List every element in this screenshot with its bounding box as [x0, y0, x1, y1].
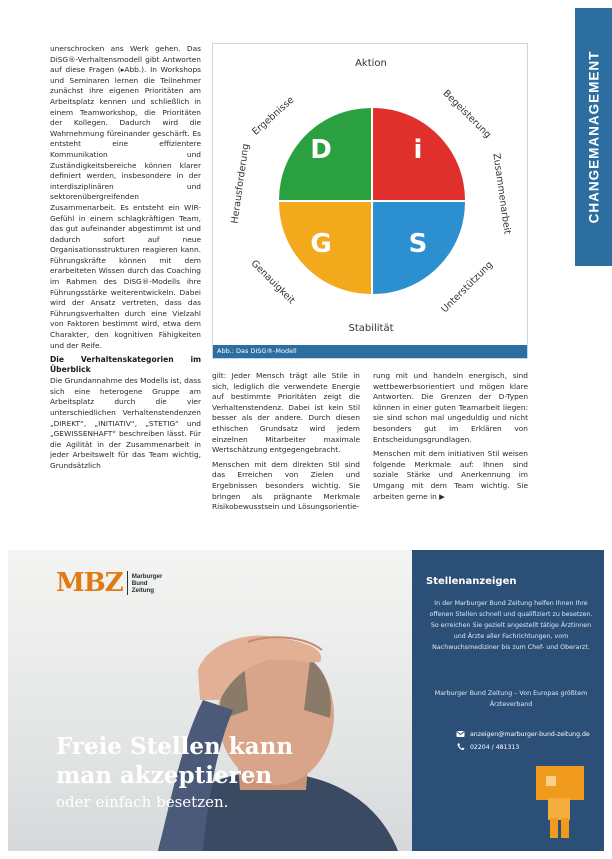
article-column-3: [373, 371, 528, 536]
phone-number[interactable]: 02204 / 481313: [470, 743, 520, 751]
article-column-2: [212, 371, 360, 536]
label-genauigkeit: Genauigkeit: [248, 258, 297, 307]
logo-wordmark: [132, 573, 163, 594]
label-begeisterung: Begeisterung: [440, 87, 494, 141]
logo-divider: [127, 571, 128, 595]
article-paragraph: unerschrocken ans Werk gehen. Das DiSG®-Verhaltensmodell gibt Antworten auf diese Fragen (▸Abb.). In Workshops und Seminaren lernen die Teilnehmer zunächst ihre eigenen Prioritäten am Arbeitsplatz kennen und schließlich in einem Teamworkshop, die Prioritäten der Kollegen. Dadurch wird die Wahrnehmung füreinander geschärft. Es entsteht eine effizientere Kommunikation und Zuständigkeitsbereiche können klarer definiert werden, insbesondere in der interdisziplinären und sektorenübergreifenden Zusammenarbeit. Es entsteht ein WIR-Gefühl in einem schlagkräftigen Team, das gut aufeinander abgestimmt ist und dadurch sofort auf neue Organisationsstrukturen reagieren kann. Führungskräfte können mit dem erarbeiteten Wissen durch das Coaching im Rahmen des DiSG®-Modells ihre Führungsstärke weiterentwickeln. Dabei wird der Ansatz vertreten, dass das Führungsverhalten durch eine Vielzahl von Faktoren bestimmt wird, etwa dem Charakter, den kognitiven Fähigkeiten und der Reife.: [50, 44, 201, 350]
job-ad[interactable]: [8, 550, 604, 851]
label-herausforderung: Herausforderung: [229, 143, 252, 225]
phone-icon: [456, 743, 465, 751]
label-ergebnisse: Ergebnisse: [250, 94, 297, 138]
ad-panel-claim: Marburger Bund Zeitung – Von Europas größtem Ärzteverband: [434, 690, 588, 708]
ad-panel-body: In der Marburger Bund Zeitung helfen Ihnen Ihre offenen Stellen schnell und qualifiziert zu besetzen. So erreichen Sie gezielt angestellt tätige Ärztinnen und Ärzte aller Fachrichtungen, vom Nachwuchsmediziner bis zum Chef- und Oberarzt.: [429, 600, 593, 651]
quadrant-letter-i: i: [413, 135, 423, 165]
label-unterstuetzung: Unterstützung: [439, 259, 496, 316]
article-paragraph: Menschen mit dem direkten Stil sind das Erreichen von Zielen und Ergebnissen besonders wichtig. Sie bringen als prägnante Merkmale Risikobewusstsein und Lösungsorientie-: [212, 459, 360, 512]
ad-headline-line: Freie Stellen kann: [56, 733, 294, 760]
person-carrying-box-illustration: [534, 760, 586, 840]
logo-line: Zeitung: [131, 586, 155, 594]
email-icon: [456, 730, 465, 738]
contact-email[interactable]: [456, 730, 590, 738]
article-paragraph: gilt: Jeder Mensch trägt alle Stile in sich, lediglich die verwendete Energie auf bestimmte Prioritäten zeigt die Verhaltenstendenz. Dabei ist kein Stil besser als der andere. Durch diesen ethischen Grundsatz wird jedem einzelnen Mitarbeiter maximale Wertschätzung entgegengebracht.: [212, 371, 360, 455]
article-paragraph: Menschen mit dem initiativen Stil weisen folgende Merkmale auf: Ihnen sind soziale Stärke und Anerkennung im Umgang mit dem Team wichtig. Sie arbeiten gerne in ▶: [373, 449, 528, 501]
logo-line: Marburger: [131, 572, 163, 580]
mbz-logo: [56, 568, 162, 598]
disg-figure: [212, 43, 528, 359]
section-tab: [575, 8, 612, 266]
contact-phone[interactable]: [456, 743, 519, 751]
ad-headline-line: man akzeptieren: [56, 762, 273, 789]
article-paragraph: rung mit und handeln energisch, sind wettbewerbsorientiert und mögen klare Antworten. Die Grenzen der D-Typen können in einer guten Teamarbeit liegen: sie sind schon mal ungeduldig und nicht besonders gut im Erklären von Entscheidungsgrundlagen.: [373, 371, 528, 444]
quadrant-letter-s: S: [408, 229, 428, 259]
label-aktion: Aktion: [355, 58, 387, 69]
figure-caption: Abb.: Das DISG®-Modell: [213, 345, 527, 358]
quadrant-letter-g: G: [310, 229, 332, 259]
logo-mark: MBZ: [56, 568, 123, 598]
article-subheading: Die Verhaltenskategorien im Überblick: [50, 355, 201, 375]
label-zusammenarbeit: Zusammenarbeit: [490, 152, 513, 235]
email-address[interactable]: anzeigen@marburger-bund-zeitung.de: [470, 730, 590, 738]
ad-headline: [56, 732, 293, 814]
ad-info-panel: [412, 550, 604, 851]
ad-panel-title: Stellenanzeigen: [426, 576, 517, 587]
quadrant-letter-d: D: [310, 135, 332, 165]
ad-subheadline: oder einfach besetzen.: [56, 793, 229, 811]
label-stabilitaet: Stabilität: [348, 323, 394, 334]
logo-line: Bund: [131, 579, 148, 587]
ad-photo: [8, 550, 412, 851]
disg-model-diagram: [213, 44, 529, 360]
article-paragraph: Die Grundannahme des Modells ist, dass sich eine heterogene Gruppe am Arbeitsplatz durch die vier unterschiedlichen Verhaltenstendenzen „DIREKT“, „INITIATIV“, „STETIG“ und „GEWISSENHAFT“ beschreiben lässt. Für die Agilität in der Zusammenarbeit in jeder Arbeitswelt für das Team wichtig, Grundsätzlich: [50, 376, 201, 470]
article-column-1: [50, 44, 201, 534]
section-tab-label: CHANGEMANAGEMENT: [586, 50, 601, 224]
